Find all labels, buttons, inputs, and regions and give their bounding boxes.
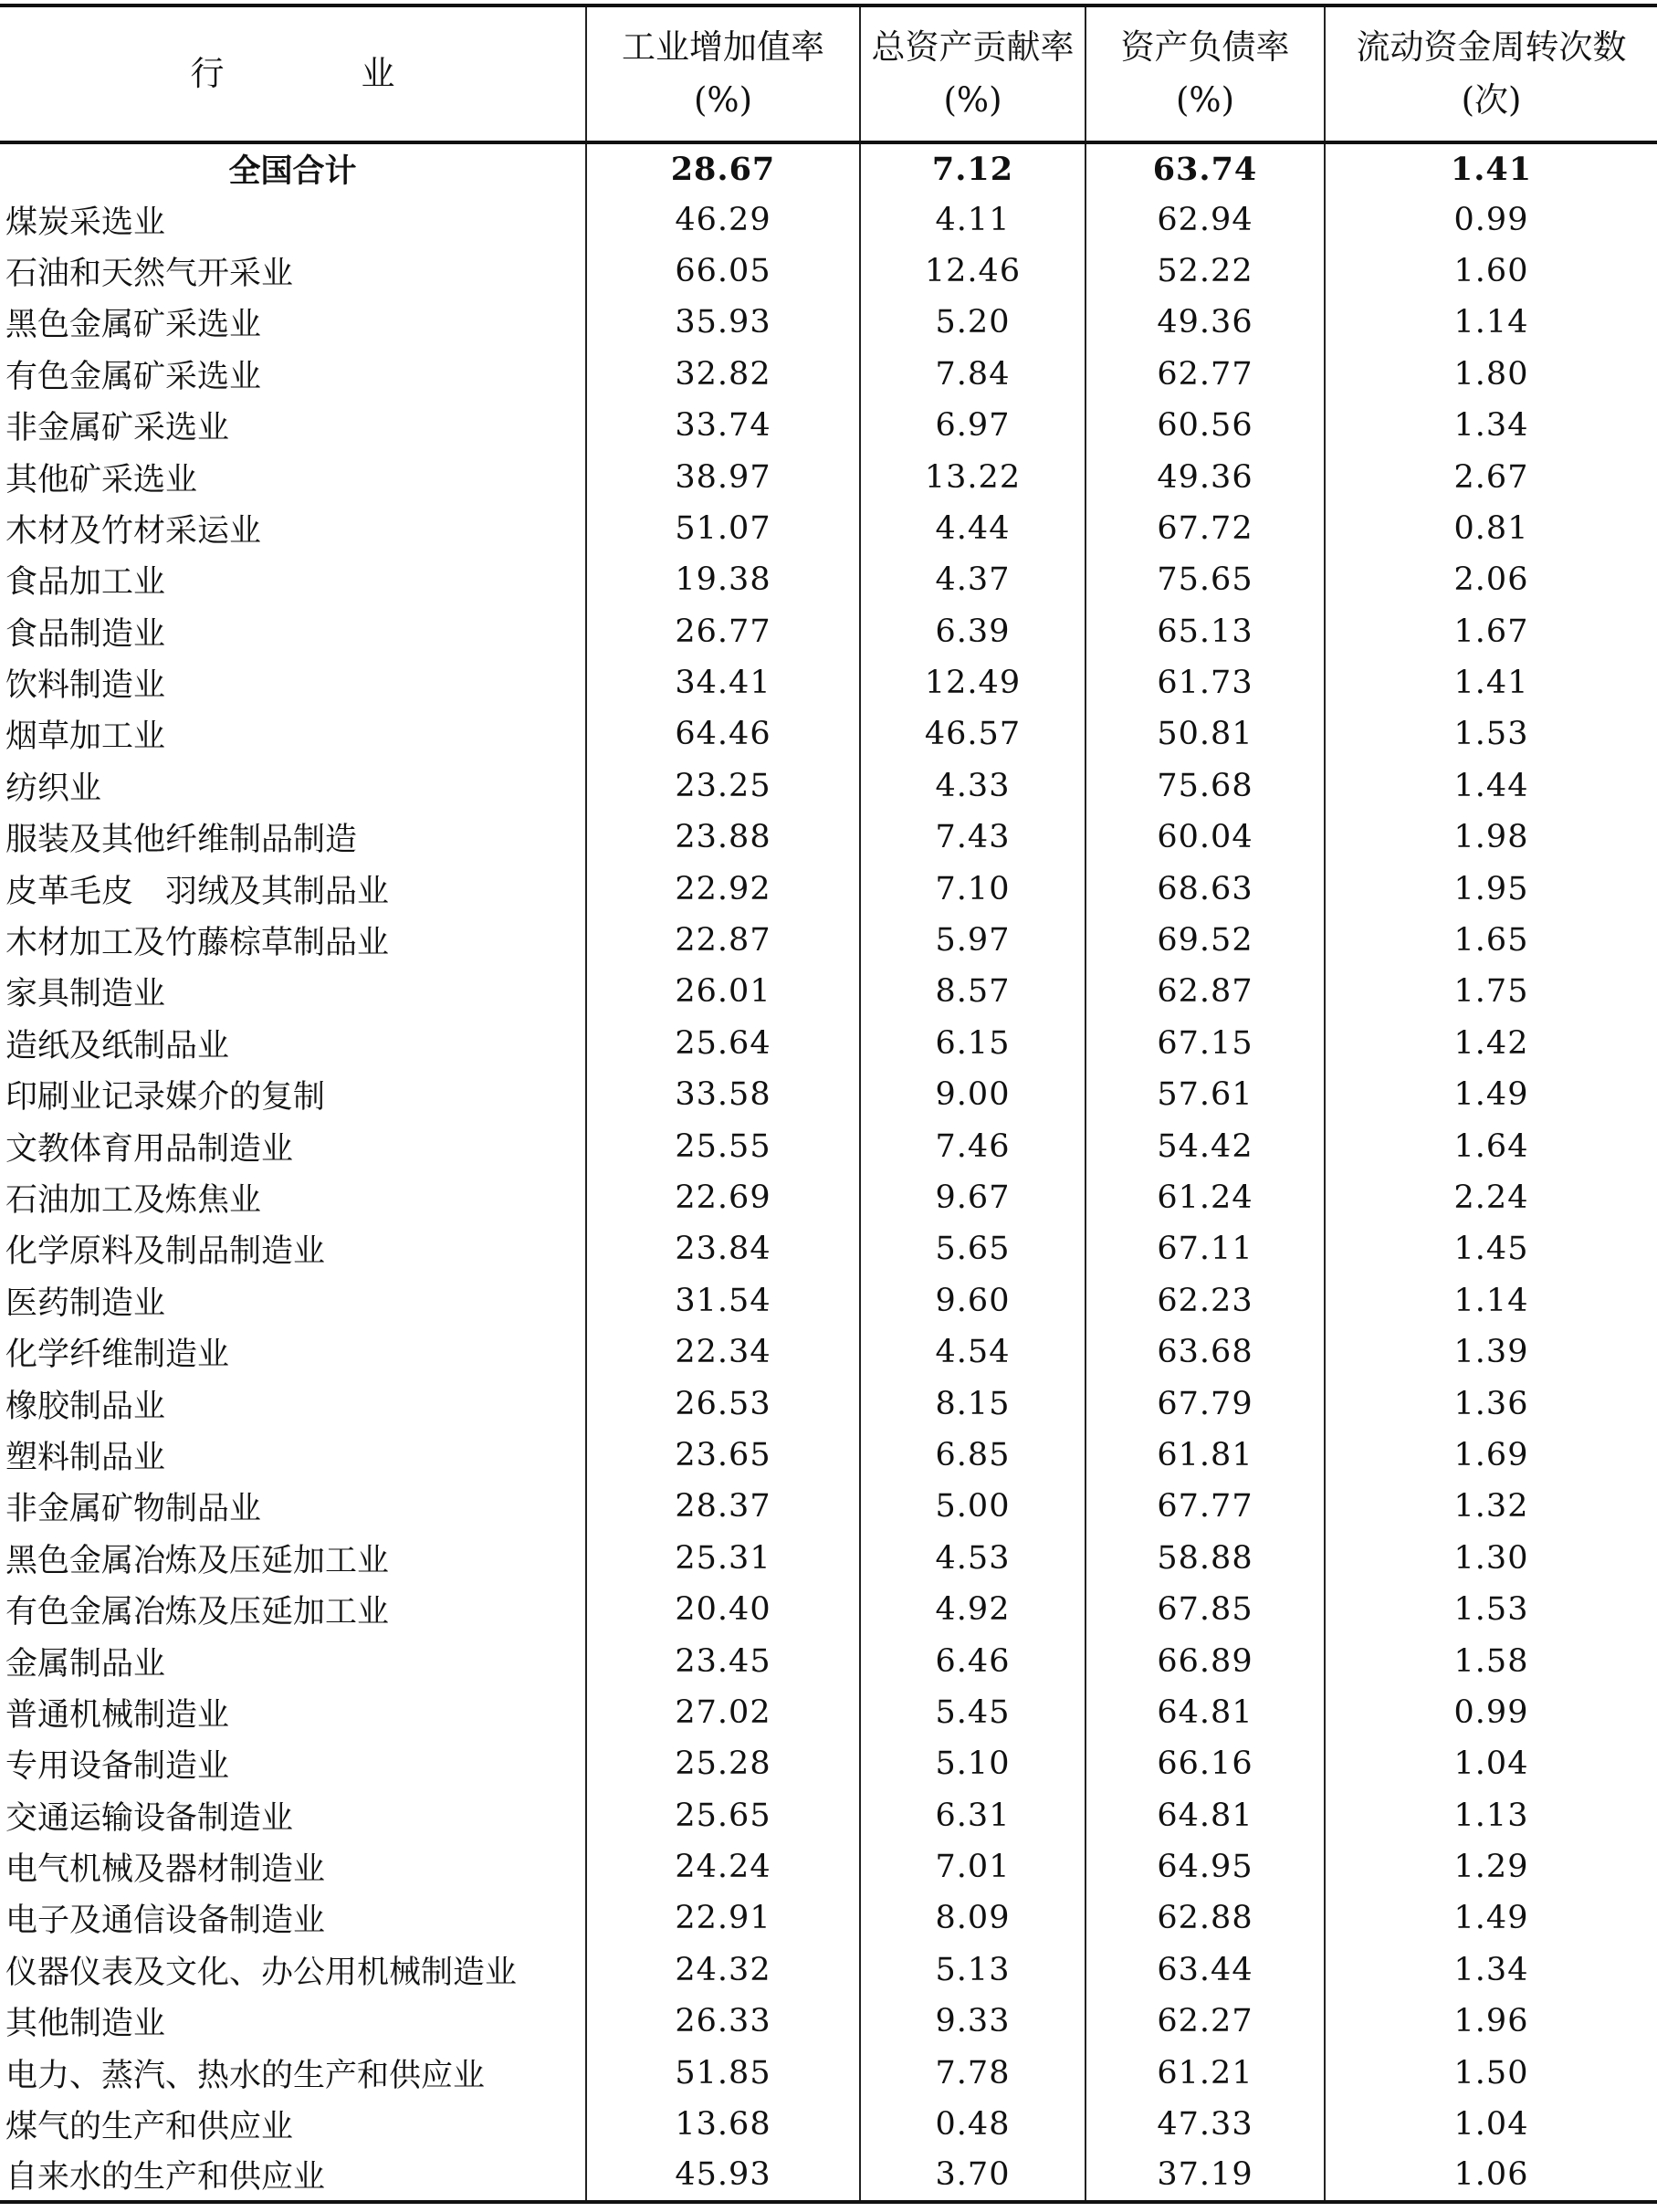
table-row <box>0 1533 1657 1584</box>
header-unit: (次) <box>1461 80 1522 120</box>
table-header <box>0 5 1657 142</box>
value-added-rate-cell: 25.28 <box>586 1738 860 1789</box>
turnover-cell: 2.06 <box>1325 554 1657 605</box>
debt-ratio-cell: 63.74 <box>1085 142 1325 194</box>
turnover-cell: 2.24 <box>1325 1172 1657 1223</box>
debt-ratio-cell: 64.81 <box>1085 1790 1325 1841</box>
value-added-rate-cell: 25.65 <box>586 1790 860 1841</box>
debt-ratio-cell: 47.33 <box>1085 2099 1325 2150</box>
debt-ratio-cell: 64.81 <box>1085 1687 1325 1738</box>
table-row <box>0 1945 1657 1996</box>
debt-ratio-cell: 65.13 <box>1085 606 1325 657</box>
asset-contribution-rate-cell: 9.00 <box>860 1069 1085 1120</box>
asset-contribution-rate-cell: 6.31 <box>860 1790 1085 1841</box>
industry-name-cell: 化学原料及制品制造业 <box>5 1233 326 1271</box>
asset-contribution-rate-cell: 4.33 <box>860 760 1085 812</box>
industry-name-cell: 有色金属冶炼及压延加工业 <box>5 1594 390 1631</box>
value-added-rate-cell: 23.65 <box>586 1430 860 1481</box>
asset-contribution-rate-cell: 9.60 <box>860 1275 1085 1326</box>
header-industry-char-2: 业 <box>361 54 395 93</box>
turnover-cell: 1.14 <box>1325 297 1657 348</box>
table-row <box>0 1275 1657 1326</box>
turnover-cell: 1.95 <box>1325 863 1657 914</box>
asset-contribution-rate-cell: 13.22 <box>860 451 1085 502</box>
industry-name-cell: 黑色金属冶炼及压延加工业 <box>5 1542 390 1579</box>
table-row <box>0 606 1657 657</box>
value-added-rate-cell: 25.55 <box>586 1120 860 1171</box>
header-unit: (%) <box>693 80 753 120</box>
table-row <box>0 1223 1657 1274</box>
value-added-rate-cell: 23.84 <box>586 1223 860 1274</box>
table-row <box>0 1018 1657 1069</box>
turnover-cell: 1.39 <box>1325 1326 1657 1378</box>
debt-ratio-cell: 66.89 <box>1085 1635 1325 1686</box>
debt-ratio-cell: 62.94 <box>1085 194 1325 245</box>
debt-ratio-cell: 67.11 <box>1085 1223 1325 1274</box>
asset-contribution-rate-cell: 8.57 <box>860 966 1085 1017</box>
industry-name-cell: 煤气的生产和供应业 <box>5 2109 294 2146</box>
asset-contribution-rate-cell: 4.44 <box>860 503 1085 554</box>
table-row <box>0 1687 1657 1738</box>
asset-contribution-rate-cell: 5.65 <box>860 1223 1085 1274</box>
industry-name-cell: 有色金属矿采选业 <box>5 358 262 395</box>
value-added-rate-cell: 27.02 <box>586 1687 860 1738</box>
industry-name-cell: 自来水的生产和供应业 <box>0 2150 586 2201</box>
debt-ratio-cell: 61.21 <box>1085 2047 1325 2098</box>
header-value-added-rate <box>586 5 860 142</box>
turnover-cell: 1.36 <box>1325 1378 1657 1429</box>
turnover-cell: 1.58 <box>1325 1635 1657 1686</box>
value-added-rate-cell: 22.87 <box>586 915 860 966</box>
debt-ratio-cell: 62.87 <box>1085 966 1325 1017</box>
debt-ratio-cell: 62.77 <box>1085 349 1325 400</box>
asset-contribution-rate-cell: 6.85 <box>860 1430 1085 1481</box>
debt-ratio-cell: 61.24 <box>1085 1172 1325 1223</box>
asset-contribution-rate-cell: 7.12 <box>860 142 1085 194</box>
asset-contribution-rate-cell: 6.97 <box>860 400 1085 451</box>
table-row <box>0 760 1657 812</box>
asset-contribution-rate-cell: 8.09 <box>860 1892 1085 1944</box>
industry-name-cell: 食品加工业 <box>5 564 166 602</box>
table-row <box>0 915 1657 966</box>
value-added-rate-cell: 26.33 <box>586 1996 860 2047</box>
value-added-rate-cell: 26.77 <box>586 606 860 657</box>
debt-ratio-cell: 67.72 <box>1085 503 1325 554</box>
industry-name-cell: 电气机械及器材制造业 <box>5 1851 326 1889</box>
turnover-cell: 1.29 <box>1325 1841 1657 1892</box>
table-row <box>0 812 1657 863</box>
asset-contribution-rate-cell: 4.54 <box>860 1326 1085 1378</box>
value-added-rate-cell: 24.24 <box>586 1841 860 1892</box>
turnover-cell: 1.41 <box>1325 142 1657 194</box>
asset-contribution-rate-cell: 5.00 <box>860 1481 1085 1532</box>
turnover-cell: 1.06 <box>1325 2150 1657 2201</box>
table-row <box>0 451 1657 502</box>
table-row <box>0 1120 1657 1171</box>
turnover-cell: 1.30 <box>1325 1533 1657 1584</box>
asset-contribution-rate-cell: 9.33 <box>860 1996 1085 2047</box>
industry-name-cell: 其他矿采选业 <box>5 461 198 498</box>
value-added-rate-cell: 25.64 <box>586 1018 860 1069</box>
table-row <box>0 1172 1657 1223</box>
turnover-cell: 1.69 <box>1325 1430 1657 1481</box>
industry-name-cell: 石油加工及炼焦业 <box>5 1182 262 1219</box>
debt-ratio-cell: 61.81 <box>1085 1430 1325 1481</box>
asset-contribution-rate-cell: 9.67 <box>860 1172 1085 1223</box>
industry-name-cell: 交通运输设备制造业 <box>5 1799 294 1837</box>
value-added-rate-cell: 51.07 <box>586 503 860 554</box>
debt-ratio-cell: 75.65 <box>1085 554 1325 605</box>
turnover-cell: 1.53 <box>1325 708 1657 760</box>
turnover-cell: 1.34 <box>1325 1945 1657 1996</box>
debt-ratio-cell: 67.79 <box>1085 1378 1325 1429</box>
turnover-cell: 1.04 <box>1325 1738 1657 1789</box>
turnover-cell: 2.67 <box>1325 451 1657 502</box>
debt-ratio-cell: 63.68 <box>1085 1326 1325 1378</box>
debt-ratio-cell: 50.81 <box>1085 708 1325 760</box>
header-debt-ratio <box>1085 5 1325 142</box>
value-added-rate-cell: 22.91 <box>586 1892 860 1944</box>
header-label: 总资产贡献率 <box>871 27 1075 67</box>
table-row <box>0 2047 1657 2098</box>
header-unit: (%) <box>943 80 1002 120</box>
value-added-rate-cell: 64.46 <box>586 708 860 760</box>
industry-name-cell: 普通机械制造业 <box>5 1696 230 1734</box>
turnover-cell: 1.53 <box>1325 1584 1657 1635</box>
value-added-rate-cell: 23.45 <box>586 1635 860 1686</box>
debt-ratio-cell: 75.68 <box>1085 760 1325 812</box>
header-label: 工业增加值率 <box>622 27 824 67</box>
debt-ratio-cell: 62.88 <box>1085 1892 1325 1944</box>
value-added-rate-cell: 26.01 <box>586 966 860 1017</box>
turnover-cell: 0.99 <box>1325 1687 1657 1738</box>
asset-contribution-rate-cell: 7.43 <box>860 812 1085 863</box>
industry-name-cell: 煤炭采选业 <box>5 204 166 241</box>
header-industry-char-1: 行 <box>190 54 225 93</box>
table-row <box>0 863 1657 914</box>
header-row <box>0 5 1657 142</box>
turnover-cell: 1.44 <box>1325 760 1657 812</box>
value-added-rate-cell: 22.69 <box>586 1172 860 1223</box>
value-added-rate-cell: 22.92 <box>586 863 860 914</box>
asset-contribution-rate-cell: 7.10 <box>860 863 1085 914</box>
total-row <box>0 142 1657 194</box>
turnover-cell: 0.99 <box>1325 194 1657 245</box>
value-added-rate-cell: 33.58 <box>586 1069 860 1120</box>
turnover-cell: 1.04 <box>1325 2099 1657 2150</box>
turnover-cell: 1.41 <box>1325 657 1657 708</box>
industry-name-cell: 电力、蒸汽、热水的生产和供应业 <box>5 2057 486 2094</box>
turnover-cell: 1.80 <box>1325 349 1657 400</box>
debt-ratio-cell: 57.61 <box>1085 1069 1325 1120</box>
debt-ratio-cell: 61.73 <box>1085 657 1325 708</box>
debt-ratio-cell: 58.88 <box>1085 1533 1325 1584</box>
turnover-cell: 1.98 <box>1325 812 1657 863</box>
table-row <box>0 1481 1657 1532</box>
value-added-rate-cell: 45.93 <box>586 2150 860 2201</box>
turnover-cell: 1.49 <box>1325 1069 1657 1120</box>
table-row <box>0 400 1657 451</box>
value-added-rate-cell: 32.82 <box>586 349 860 400</box>
value-added-rate-cell: 35.93 <box>586 297 860 348</box>
industry-name-cell: 专用设备制造业 <box>5 1748 230 1786</box>
table-row <box>0 1326 1657 1378</box>
table-row <box>0 1635 1657 1686</box>
header-unit: (%) <box>1175 80 1235 120</box>
asset-contribution-rate-cell: 12.49 <box>860 657 1085 708</box>
asset-contribution-rate-cell: 46.57 <box>860 708 1085 760</box>
industry-name-cell: 橡胶制品业 <box>5 1388 166 1425</box>
header-label: 流动资金周转次数 <box>1356 27 1627 67</box>
table-row <box>0 1892 1657 1944</box>
header-asset-contribution-rate <box>860 5 1085 142</box>
table-row <box>0 966 1657 1017</box>
debt-ratio-cell: 60.56 <box>1085 400 1325 451</box>
industry-name-cell: 化学纤维制造业 <box>5 1337 230 1374</box>
table-row <box>0 1790 1657 1841</box>
table-row <box>0 1996 1657 2047</box>
turnover-cell: 1.14 <box>1325 1275 1657 1326</box>
asset-contribution-rate-cell: 7.84 <box>860 349 1085 400</box>
asset-contribution-rate-cell: 5.20 <box>860 297 1085 348</box>
debt-ratio-cell: 67.77 <box>1085 1481 1325 1532</box>
industry-name-cell: 食品制造业 <box>5 615 166 653</box>
asset-contribution-rate-cell: 0.48 <box>860 2099 1085 2150</box>
turnover-cell: 1.32 <box>1325 1481 1657 1532</box>
asset-contribution-rate-cell: 5.10 <box>860 1738 1085 1789</box>
table-row <box>0 503 1657 554</box>
industry-name-cell: 医药制造业 <box>5 1284 166 1322</box>
value-added-rate-cell: 51.85 <box>586 2047 860 2098</box>
industry-name-cell: 非金属矿物制品业 <box>5 1491 262 1528</box>
industry-name-cell: 黑色金属矿采选业 <box>5 307 262 344</box>
table-row <box>0 708 1657 760</box>
asset-contribution-rate-cell: 3.70 <box>860 2150 1085 2201</box>
asset-contribution-rate-cell: 6.39 <box>860 606 1085 657</box>
industry-name-cell: 造纸及纸制品业 <box>5 1027 230 1064</box>
debt-ratio-cell: 62.27 <box>1085 1996 1325 2047</box>
asset-contribution-rate-cell: 7.01 <box>860 1841 1085 1892</box>
value-added-rate-cell: 22.34 <box>586 1326 860 1378</box>
table-row <box>0 1584 1657 1635</box>
industry-name-cell: 木材及竹材采运业 <box>5 512 262 550</box>
asset-contribution-rate-cell: 6.15 <box>860 1018 1085 1069</box>
debt-ratio-cell: 52.22 <box>1085 246 1325 297</box>
debt-ratio-cell: 67.15 <box>1085 1018 1325 1069</box>
turnover-cell: 1.65 <box>1325 915 1657 966</box>
debt-ratio-cell: 37.19 <box>1085 2150 1325 2201</box>
value-added-rate-cell: 33.74 <box>586 400 860 451</box>
value-added-rate-cell: 28.37 <box>586 1481 860 1532</box>
asset-contribution-rate-cell: 7.46 <box>860 1120 1085 1171</box>
industry-name-cell: 皮革毛皮 羽绒及其制品业 <box>5 873 390 910</box>
debt-ratio-cell: 67.85 <box>1085 1584 1325 1635</box>
value-added-rate-cell: 24.32 <box>586 1945 860 1996</box>
industry-name-cell: 木材加工及竹藤棕草制品业 <box>5 925 390 962</box>
value-added-rate-cell: 66.05 <box>586 246 860 297</box>
value-added-rate-cell: 13.68 <box>586 2099 860 2150</box>
value-added-rate-cell: 23.88 <box>586 812 860 863</box>
value-added-rate-cell: 38.97 <box>586 451 860 502</box>
turnover-cell: 1.75 <box>1325 966 1657 1017</box>
industry-name-cell: 家具制造业 <box>5 976 166 1013</box>
turnover-cell: 1.60 <box>1325 246 1657 297</box>
debt-ratio-cell: 68.63 <box>1085 863 1325 914</box>
table-row <box>0 1069 1657 1120</box>
debt-ratio-cell: 62.23 <box>1085 1275 1325 1326</box>
asset-contribution-rate-cell: 4.92 <box>860 1584 1085 1635</box>
industry-name-cell: 金属制品业 <box>5 1645 166 1683</box>
turnover-cell: 1.50 <box>1325 2047 1657 2098</box>
asset-contribution-rate-cell: 12.46 <box>860 246 1085 297</box>
industry-name-cell: 塑料制品业 <box>5 1439 166 1476</box>
value-added-rate-cell: 19.38 <box>586 554 860 605</box>
turnover-cell: 1.45 <box>1325 1223 1657 1274</box>
asset-contribution-rate-cell: 4.37 <box>860 554 1085 605</box>
asset-contribution-rate-cell: 5.97 <box>860 915 1085 966</box>
industry-name-cell: 文教体育用品制造业 <box>5 1130 294 1168</box>
turnover-cell: 1.42 <box>1325 1018 1657 1069</box>
value-added-rate-cell: 26.53 <box>586 1378 860 1429</box>
header-label: 资产负债率 <box>1120 27 1290 67</box>
value-added-rate-cell: 46.29 <box>586 194 860 245</box>
asset-contribution-rate-cell: 6.46 <box>860 1635 1085 1686</box>
table-row <box>0 2150 1657 2201</box>
industry-name-cell: 石油和天然气开采业 <box>5 255 294 292</box>
table-row <box>0 246 1657 297</box>
debt-ratio-cell: 49.36 <box>1085 297 1325 348</box>
industry-name-cell: 全国合计 <box>228 152 357 191</box>
table-row <box>0 1738 1657 1789</box>
header-industry <box>0 5 586 142</box>
asset-contribution-rate-cell: 5.13 <box>860 1945 1085 1996</box>
industry-name-cell: 饮料制造业 <box>5 667 166 705</box>
industry-name-cell: 其他制造业 <box>5 2006 166 2043</box>
industry-name-cell: 烟草加工业 <box>5 718 166 756</box>
debt-ratio-cell: 64.95 <box>1085 1841 1325 1892</box>
turnover-cell: 1.67 <box>1325 606 1657 657</box>
table-row <box>0 554 1657 605</box>
table-row <box>0 1841 1657 1892</box>
asset-contribution-rate-cell: 5.45 <box>860 1687 1085 1738</box>
debt-ratio-cell: 54.42 <box>1085 1120 1325 1171</box>
debt-ratio-cell: 60.04 <box>1085 812 1325 863</box>
turnover-cell: 1.13 <box>1325 1790 1657 1841</box>
table-row <box>0 657 1657 708</box>
value-added-rate-cell: 25.31 <box>586 1533 860 1584</box>
turnover-cell: 1.34 <box>1325 400 1657 451</box>
header-working-capital-turnover <box>1325 5 1657 142</box>
industry-name-cell: 非金属矿采选业 <box>5 410 230 447</box>
table-body <box>0 142 1657 2202</box>
turnover-cell: 0.81 <box>1325 503 1657 554</box>
table-row <box>0 1378 1657 1429</box>
industry-name-cell: 印刷业记录媒介的复制 <box>5 1079 326 1116</box>
table-row <box>0 2099 1657 2150</box>
industry-name-cell: 电子及通信设备制造业 <box>5 1903 326 1940</box>
turnover-cell: 1.49 <box>1325 1892 1657 1944</box>
industry-name-cell: 服装及其他纤维制品制造 <box>5 822 358 859</box>
table-row <box>0 297 1657 348</box>
turnover-cell: 1.64 <box>1325 1120 1657 1171</box>
debt-ratio-cell: 49.36 <box>1085 451 1325 502</box>
value-added-rate-cell: 20.40 <box>586 1584 860 1635</box>
value-added-rate-cell: 34.41 <box>586 657 860 708</box>
asset-contribution-rate-cell: 4.53 <box>860 1533 1085 1584</box>
value-added-rate-cell: 31.54 <box>586 1275 860 1326</box>
table-row <box>0 194 1657 245</box>
industry-indicators-table <box>0 4 1657 2204</box>
value-added-rate-cell: 28.67 <box>586 142 860 194</box>
debt-ratio-cell: 69.52 <box>1085 915 1325 966</box>
value-added-rate-cell: 23.25 <box>586 760 860 812</box>
debt-ratio-cell: 63.44 <box>1085 1945 1325 1996</box>
asset-contribution-rate-cell: 4.11 <box>860 194 1085 245</box>
turnover-cell: 1.96 <box>1325 1996 1657 2047</box>
table-row <box>0 1430 1657 1481</box>
asset-contribution-rate-cell: 8.15 <box>860 1378 1085 1429</box>
industry-name-cell: 仪器仪表及文化、办公用机械制造业 <box>5 1954 518 1991</box>
table-row <box>0 349 1657 400</box>
debt-ratio-cell: 66.16 <box>1085 1738 1325 1789</box>
industry-name-cell: 纺织业 <box>5 770 102 807</box>
asset-contribution-rate-cell: 7.78 <box>860 2047 1085 2098</box>
